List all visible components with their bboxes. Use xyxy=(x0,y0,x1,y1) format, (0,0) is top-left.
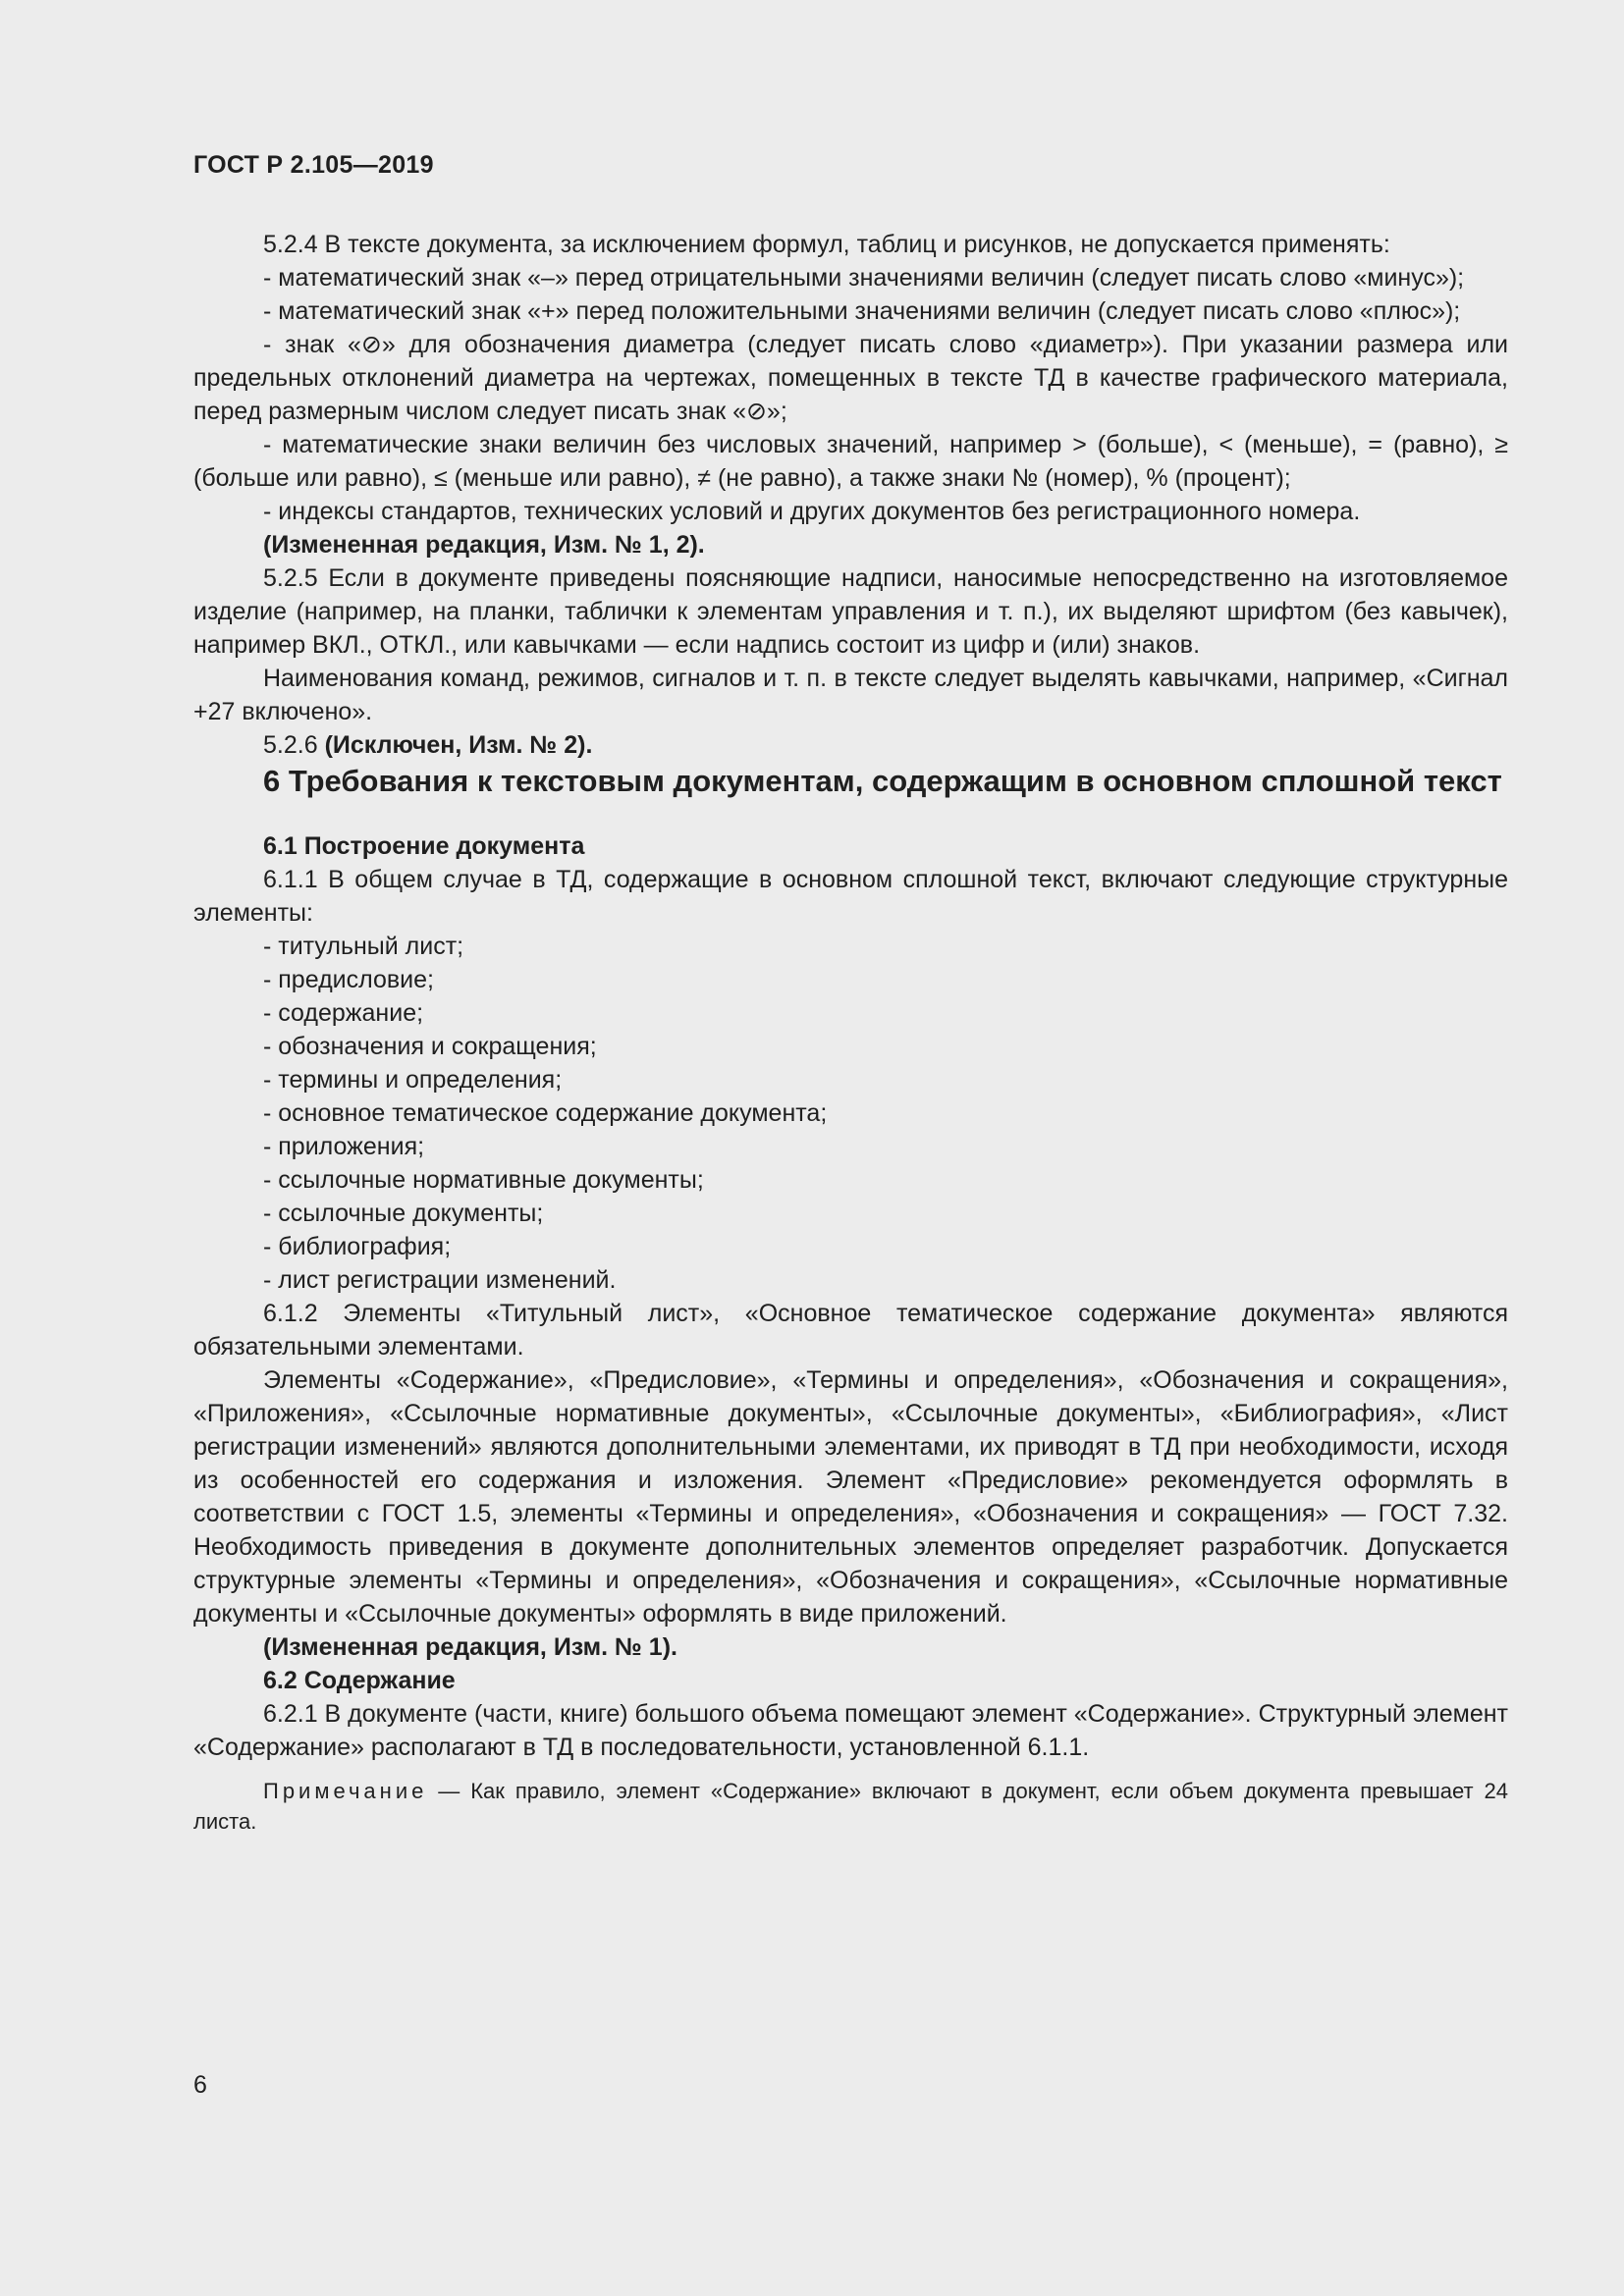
section-number: 5.2.6 xyxy=(263,731,325,759)
list-item: - индексы стандартов, технических условий и других документов без регистрационного номера. xyxy=(263,498,1361,525)
section-5-2-6 xyxy=(193,728,1508,762)
document-body xyxy=(193,228,1508,1837)
section-6-2-1-paragraph: 6.2.1 В документе (части, книге) большого объема помещают элемент «Содержание». Структурный элемент «Содержание» располагают в ТД в последовательности, установленной 6.1.1. xyxy=(193,1700,1508,1761)
section-5-2-4-intro: 5.2.4 В тексте документа, за исключением формул, таблиц и рисунков, не допускается применять: xyxy=(263,231,1390,258)
note-label: Примечание xyxy=(263,1779,428,1803)
list-item: - основное тематическое содержание документа; xyxy=(263,1099,828,1127)
amendment-note: (Измененная редакция, Изм. № 1, 2). xyxy=(263,531,705,559)
list-item: - знак «⊘» для обозначения диаметра (следует писать слово «диаметр»). При указании размера или предельных отклонений диаметра на чертежах, помещенных в тексте ТД в качестве графического материала, перед размерным числом следует писать знак «⊘»; xyxy=(193,331,1508,425)
section-6-1-2-paragraph-2: Элементы «Содержание», «Предисловие», «Термины и определения», «Обозначения и сокращения», «Приложения», «Ссылочные нормативные документы», «Ссылочные документы», «Библиография», «Лист регистрации изменений» являются дополнительными элементами, их приводят в ТД при необходимости, исходя из особенностей его содержания и изложения. Элемент «Предисловие» рекомендуется оформлять в соответствии с ГОСТ 1.5, элементы «Термины и определения», «Обозначения и сокращения» — ГОСТ 7.32. Необходимость приведения в документе дополнительных элементов определяет разработчик. Допускается структурные элементы «Термины и определения», «Обозначения и сокращения», «Ссылочные нормативные документы и «Ссылочные документы» оформлять в виде приложений. xyxy=(193,1366,1508,1628)
section-6-1-2-paragraph: 6.1.2 Элементы «Титульный лист», «Основное тематическое содержание документа» являются обязательными элементами. xyxy=(193,1300,1508,1361)
section-6-2-title: 6.2 Содержание xyxy=(263,1667,456,1694)
note xyxy=(193,1776,1508,1837)
page-number: 6 xyxy=(193,2071,207,2099)
list-item: - математический знак «–» перед отрицательными значениями величин (следует писать слово «минус»); xyxy=(263,264,1465,292)
list-item: - предисловие; xyxy=(263,966,434,993)
list-item: - содержание; xyxy=(263,999,424,1027)
chapter-6-title: 6 Требования к текстовым документам, содержащим в основном сплошной текст xyxy=(263,764,1502,798)
section-excluded-note: (Исключен, Изм. № 2). xyxy=(324,731,593,759)
list-item: - термины и определения; xyxy=(263,1066,563,1094)
section-6-1-title: 6.1 Построение документа xyxy=(263,832,585,860)
section-5-2-5-paragraph-2: Наименования команд, режимов, сигналов и т. п. в тексте следует выделять кавычками, например, «Сигнал +27 включено». xyxy=(193,665,1508,725)
list-item: - ссылочные документы; xyxy=(263,1200,544,1227)
list-item: - библиография; xyxy=(263,1233,452,1260)
amendment-note: (Измененная редакция, Изм. № 1). xyxy=(263,1633,677,1661)
note-text: — Как правило, элемент «Содержание» включают в документ, если объем документа превышает 24 листа. xyxy=(193,1779,1508,1834)
list-item: - лист регистрации изменений. xyxy=(263,1266,617,1294)
list-item: - математический знак «+» перед положительными значениями величин (следует писать слово «плюс»); xyxy=(263,297,1461,325)
list-item: - титульный лист; xyxy=(263,933,464,960)
list-item: - приложения; xyxy=(263,1133,425,1160)
section-6-1-1-intro: 6.1.1 В общем случае в ТД, содержащие в основном сплошной текст, включают следующие структурные элементы: xyxy=(193,866,1508,927)
list-item: - обозначения и сокращения; xyxy=(263,1033,597,1060)
document-header: ГОСТ Р 2.105—2019 xyxy=(193,151,434,179)
list-item: - ссылочные нормативные документы; xyxy=(263,1166,704,1194)
section-5-2-5-paragraph: 5.2.5 Если в документе приведены поясняющие надписи, наносимые непосредственно на изготовляемое изделие (например, на планки, таблички к элементам управления и т. п.), их выделяют шрифтом (без кавычек), например ВКЛ., ОТКЛ., или кавычками — если надпись состоит из цифр и (или) знаков. xyxy=(193,564,1508,659)
list-item: - математические знаки величин без числовых значений, например > (больше), < (меньше), = (равно), ≥ (больше или равно), ≤ (меньше или равно), ≠ (не равно), а также знаки № (номер), % (процент); xyxy=(193,431,1508,492)
